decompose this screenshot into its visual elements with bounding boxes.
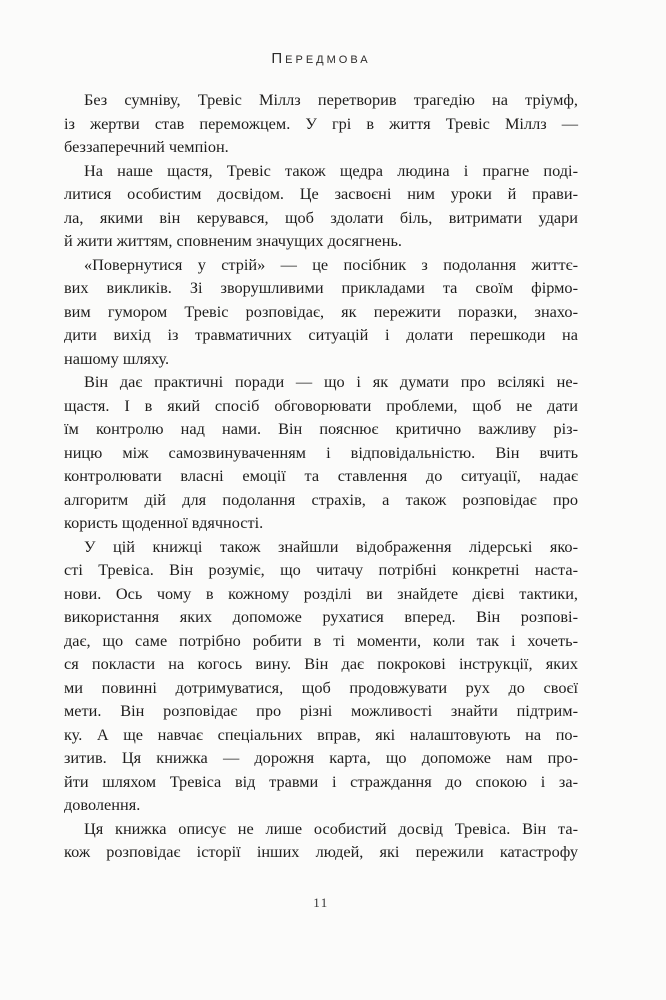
text-line: мети. Він розповідає про різні можливості знайти підтрим-: [64, 701, 578, 720]
text-line: сті Тревіса. Він розуміє, що читачу потрібні конкретні наста-: [64, 560, 578, 579]
text-line: дає, що саме потрібно робити в ті моменти, коли так і хочеть-: [64, 630, 578, 650]
text-line: із жертви став переможцем. У грі в життя Тревіс Міллз —: [64, 113, 578, 133]
text-line: нашому шляху.: [64, 348, 170, 368]
text-line: зитив. Ця книжка — дорожня карта, що допоможе нам про-: [64, 748, 578, 767]
text-line: ми повинні дотримуватися, щоб продовжувати рух до своєї: [64, 677, 578, 697]
text-line: ла, якими він керувався, щоб здолати біль, витримати удари: [64, 207, 578, 227]
body-text-block: [64, 88, 578, 864]
text-line: користь щоденної вдячності.: [64, 513, 264, 532]
text-line: На наше щастя, Тревіс також щедра людина і прагне поді-: [84, 160, 578, 180]
text-line: ку. А ще навчає спеціальних вправ, які налаштовують на по-: [64, 724, 578, 744]
text-line: нови. Ось чому в кожному розділі ви знайдете дієві тактики,: [64, 583, 578, 603]
text-line: ся покласти на когось вину. Він дає покрокові інструкції, яких: [64, 654, 578, 673]
paragraph: [64, 159, 578, 253]
paragraph: [64, 535, 578, 817]
text-line: «Повернутися у стрій» — це посібник з подолання життє-: [84, 254, 578, 274]
text-line: використання яких допоможе рухатися вперед. Він розпові-: [64, 607, 578, 626]
text-line: їм контролю над нами. Він пояснює критично важливу різ-: [64, 419, 578, 438]
text-line: Він дає практичні поради — що і як думати про всілякі не-: [84, 372, 578, 391]
text-line: У цій книжці також знайшли відображення лідерські яко-: [84, 536, 578, 556]
text-line: йти шляхом Тревіса від травми і страждання до спокою і за-: [64, 771, 578, 791]
text-line: кож розповідає історії інших людей, які пережили катастрофу: [64, 842, 578, 861]
text-line: вих викликів. Зі зворушливими прикладами та своїм фірмо-: [64, 278, 578, 297]
text-line: литися особистим досвідом. Це засвоєні ним уроки й прави-: [64, 184, 578, 203]
paragraph: [64, 817, 578, 864]
page-number: 11: [313, 895, 329, 910]
paragraph: [64, 370, 578, 535]
paragraph: [64, 88, 578, 159]
text-line: алгоритм дій для подолання страхів, а також розповідає про: [64, 489, 578, 509]
text-line: контролювати власні емоції та ставлення до ситуації, надає: [64, 466, 578, 485]
text-line: дити вихід із травматичних ситуацій і долати перешкоди на: [64, 325, 578, 344]
chapter-heading: Передмова: [271, 50, 371, 67]
paragraph: [64, 253, 578, 371]
text-line: й жити життям, сповненим значущих досягнень.: [64, 231, 402, 250]
text-line: беззаперечний чемпіон.: [64, 137, 229, 156]
text-line: доволення.: [64, 795, 141, 814]
text-line: Ця книжка описує не лише особистий досвід Тревіса. Він та-: [84, 818, 578, 838]
text-line: Без сумніву, Тревіс Міллз перетворив трагедію на тріумф,: [84, 90, 578, 109]
text-line: вим гумором Тревіс розповідає, як пережити поразки, знахо-: [64, 301, 578, 321]
text-line: ницю між самозвинуваченням і відповідальністю. Він вчить: [64, 442, 578, 462]
text-line: щастя. І в який спосіб обговорювати проблеми, щоб не дати: [64, 395, 578, 415]
